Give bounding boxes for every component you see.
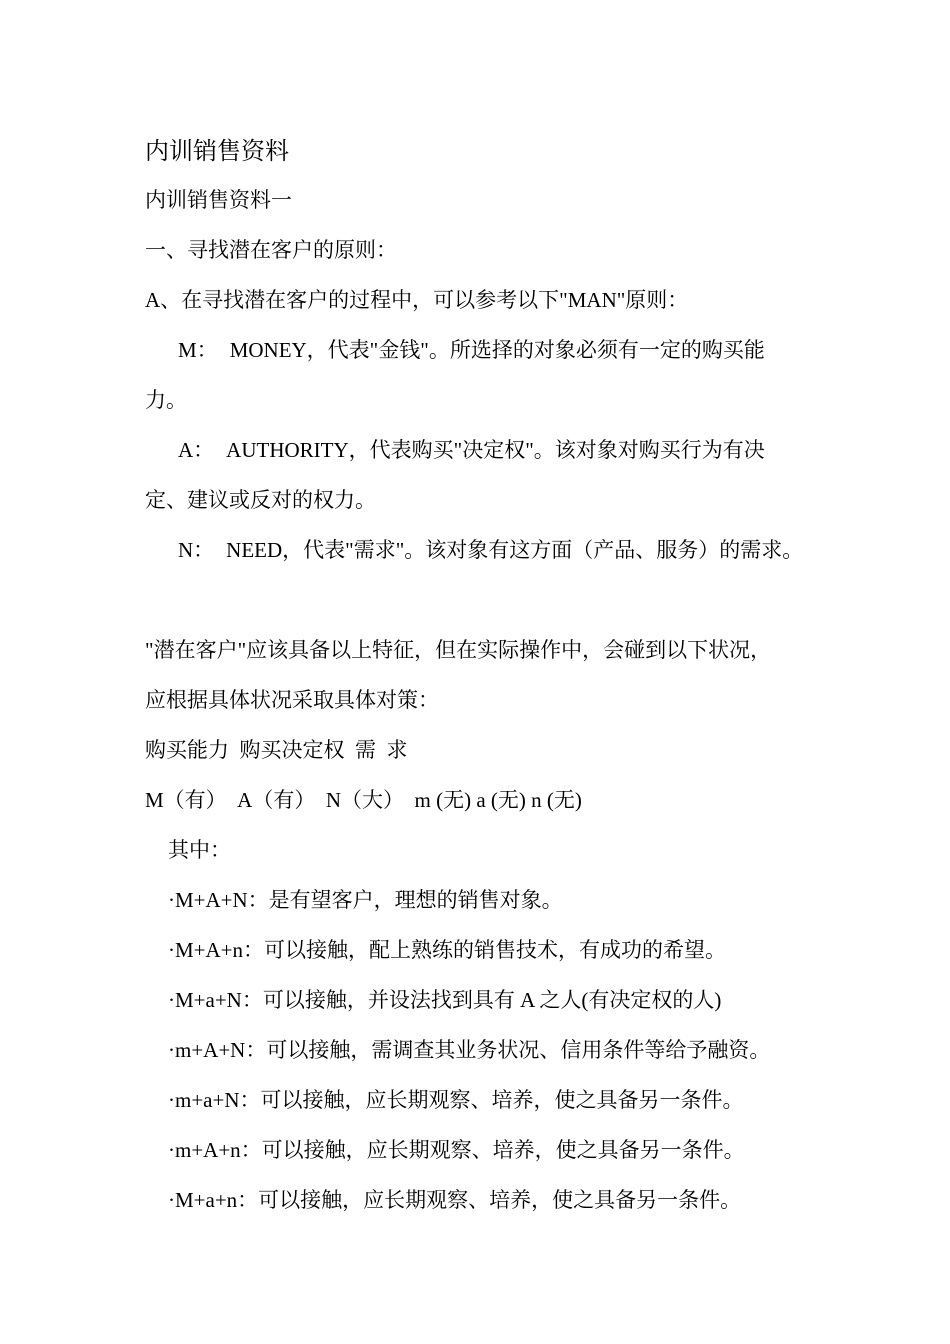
combo-item: ·M+A+N：是有望客户，理想的销售对象。 (168, 888, 563, 912)
m-item-label: M： (178, 338, 218, 362)
section-heading: 一、寻找潜在客户的原则： (145, 238, 397, 262)
combo-item: ·m+A+n：可以接触，应长期观察、培养，使之具备另一条件。 (168, 1138, 745, 1162)
combo-item: ·M+a+n：可以接触，应长期观察、培养，使之具备另一条件。 (168, 1188, 742, 1212)
a-item-line1 (178, 436, 765, 464)
among-label: 其中： (168, 838, 231, 862)
document-subtitle: 内训销售资料一 (145, 188, 292, 212)
combo-item: ·M+A+n：可以接触，配上熟练的销售技术，有成功的希望。 (168, 938, 727, 962)
m-item-line2: 力。 (145, 388, 187, 412)
combo-item: ·M+a+N：可以接触，并设法找到具有 A 之人(有决定权的人) (168, 988, 722, 1012)
document-title: 内训销售资料 (145, 139, 289, 165)
paragraph-line1: "潜在客户"应该具备以上特征，但在实际操作中，会碰到以下状况， (145, 638, 772, 662)
m-item-line1 (178, 336, 765, 364)
a-item-text: AUTHORITY，代表购买"决定权"。该对象对购买行为有决 (226, 438, 765, 462)
paragraph-line2: 应根据具体状况采取具体对策： (145, 688, 439, 712)
n-item-label: N： (178, 538, 215, 562)
combo-item: ·m+A+N：可以接触，需调查其业务状况、信用条件等给予融资。 (168, 1038, 771, 1062)
n-item-text: NEED，代表"需求"。该对象有这方面（产品、服务）的需求。 (226, 538, 804, 562)
a-item-label: A： (178, 438, 215, 462)
table-values: M（有） A（有） N（大） m (无) a (无) n (无) (145, 788, 582, 812)
a-item-line2: 定、建议或反对的权力。 (145, 488, 376, 512)
intro-line: A、在寻找潜在客户的过程中，可以参考以下"MAN"原则： (145, 288, 689, 312)
table-header: 购买能力 购买决定权 需 求 (145, 738, 408, 762)
combo-item: ·m+a+N：可以接触，应长期观察、培养，使之具备另一条件。 (168, 1088, 744, 1112)
m-item-text: MONEY，代表"金钱"。所选择的对象必须有一定的购买能 (229, 338, 765, 362)
n-item-line1 (178, 536, 803, 564)
